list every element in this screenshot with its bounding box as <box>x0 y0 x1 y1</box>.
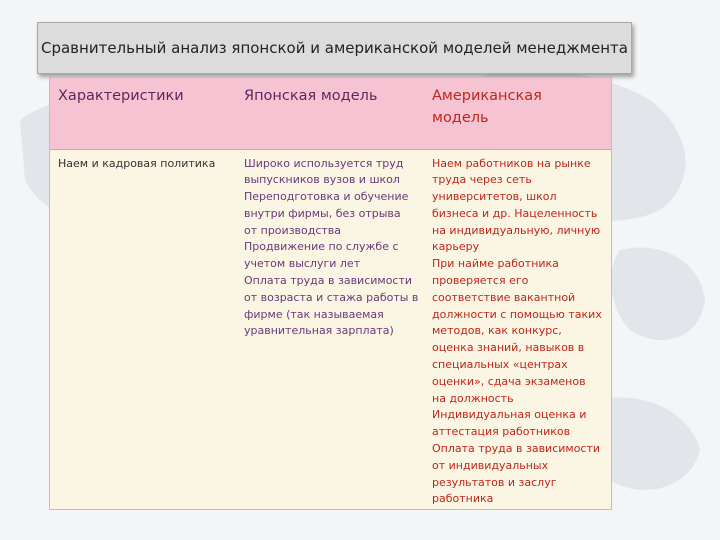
american-line: должности с помощью таких <box>432 307 602 321</box>
japanese-line: учетом выслуги лет <box>244 257 361 271</box>
american-line: университетов, школ <box>432 190 557 204</box>
japanese-line: внутри фирмы, без отрыва <box>244 206 401 220</box>
header-japanese-model: Японская модель <box>236 78 424 149</box>
cell-japanese-model <box>236 149 424 510</box>
cell-characteristic <box>50 149 236 510</box>
american-line: методов, как конкурс, <box>432 324 562 338</box>
american-line: от индивидуальных <box>432 458 549 472</box>
american-line: Наем работников на рынке <box>432 156 591 170</box>
japanese-line: от возраста и стажа работы в <box>244 290 419 304</box>
table-header-row <box>50 78 612 149</box>
header-characteristics: Характеристики <box>50 78 236 149</box>
cell-american-model <box>424 149 612 510</box>
japanese-line: от производства <box>244 223 342 237</box>
characteristic-text: Наем и кадровая политика <box>58 156 216 170</box>
table-row <box>50 149 612 510</box>
japanese-line: уравнительная зарплата) <box>244 324 394 338</box>
american-line: труда через сеть <box>432 173 532 187</box>
japanese-line: Оплата труда в зависимости <box>244 274 413 288</box>
japanese-line: Продвижение по службе с <box>244 240 399 254</box>
japanese-line: выпускников вузов и школ <box>244 173 400 187</box>
american-line: на должность <box>432 391 514 405</box>
american-line: карьеру <box>432 240 480 254</box>
american-line: на индивидуальную, личную <box>432 223 601 237</box>
american-line: проверяется его <box>432 274 529 288</box>
american-line: аттестация работников <box>432 425 571 439</box>
american-line: При найме работника <box>432 257 559 271</box>
american-line: Оплата труда в зависимости <box>432 442 601 456</box>
header-american-model: Американская модель <box>424 78 612 149</box>
japanese-line: Переподготовка и обучение <box>244 190 409 204</box>
american-line: Индивидуальная оценка и <box>432 408 587 422</box>
american-line: специальных «центрах <box>432 358 568 372</box>
american-line: результатов и заслуг <box>432 475 557 489</box>
slide-title <box>37 22 632 74</box>
japanese-line: фирме (так называемая <box>244 307 384 321</box>
american-line: оценка знаний, навыков в <box>432 341 585 355</box>
japanese-line: Широко используется труд <box>244 156 404 170</box>
american-line: бизнеса и др. Нацеленность <box>432 206 598 220</box>
american-line: соответствие вакантной <box>432 290 576 304</box>
slide-title-text: Сравнительный анализ японской и американской моделей менеджмента <box>41 39 628 57</box>
american-line: оценки», сдача экзаменов <box>432 374 586 388</box>
comparison-table <box>50 78 612 510</box>
american-line: работника <box>432 492 494 506</box>
